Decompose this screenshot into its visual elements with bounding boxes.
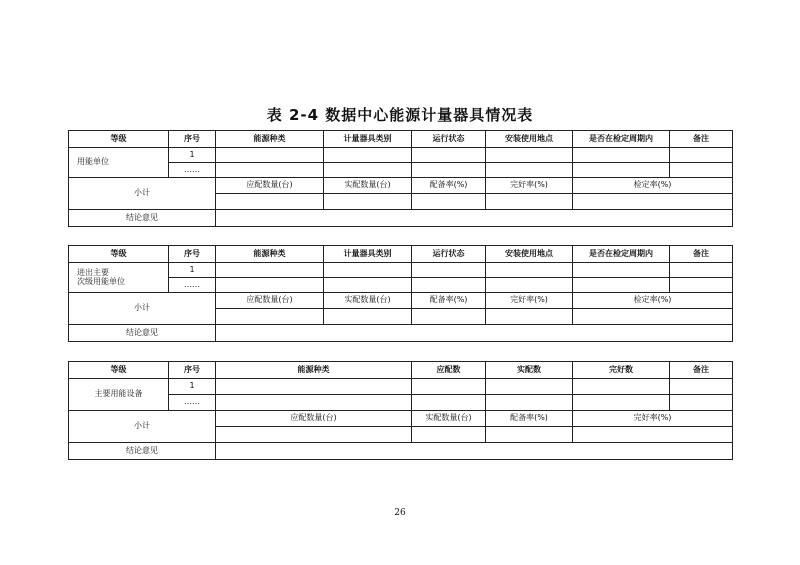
level-category (69, 263, 169, 293)
header-status: 运行状态 (412, 131, 486, 148)
data-cell[interactable] (216, 194, 324, 210)
data-cell[interactable] (486, 263, 573, 278)
header-meter-category: 计量器具类别 (324, 246, 412, 263)
level-category-line2: 次级用能单位 (77, 276, 125, 286)
energy-meter-table-secondary (68, 245, 733, 342)
subtotal-label: 小计 (69, 411, 216, 443)
seq-cell: …… (169, 163, 216, 178)
header-energy-type: 能源种类 (216, 131, 324, 148)
header-in-verification: 是否在检定周期内 (573, 131, 670, 148)
sub-header-good-rate: 完好率(%) (573, 411, 733, 427)
subtotal-label: 小计 (69, 178, 216, 210)
data-cell[interactable] (670, 163, 733, 178)
data-cell[interactable] (412, 148, 486, 163)
header-location: 安装使用地点 (486, 246, 573, 263)
data-cell[interactable] (412, 278, 486, 293)
conclusion-field[interactable] (216, 443, 733, 460)
header-energy-type: 能源种类 (216, 246, 324, 263)
data-cell[interactable] (670, 395, 733, 411)
sub-header-good-rate: 完好率(%) (486, 178, 573, 194)
conclusion-field[interactable] (216, 210, 733, 227)
data-cell[interactable] (573, 309, 733, 325)
conclusion-field[interactable] (216, 325, 733, 342)
data-cell[interactable] (573, 163, 670, 178)
data-cell[interactable] (573, 379, 670, 395)
level-category: 用能单位 (69, 148, 169, 178)
sub-header-verify-rate: 检定率(%) (573, 178, 733, 194)
sub-header-equip-rate: 配备率(%) (412, 178, 486, 194)
data-cell[interactable] (486, 395, 573, 411)
sub-header-equip-rate: 配备率(%) (412, 293, 486, 309)
header-remarks: 备注 (670, 246, 733, 263)
data-cell[interactable] (670, 379, 733, 395)
data-cell[interactable] (573, 194, 733, 210)
conclusion-label: 结论意见 (69, 325, 216, 342)
data-cell[interactable] (486, 194, 573, 210)
header-in-verification: 是否在检定周期内 (573, 246, 670, 263)
data-cell[interactable] (486, 309, 573, 325)
sub-header-equip-rate: 配备率(%) (486, 411, 573, 427)
data-cell[interactable] (216, 148, 324, 163)
data-cell[interactable] (573, 427, 733, 443)
data-cell[interactable] (324, 278, 412, 293)
data-cell[interactable] (216, 163, 324, 178)
header-location: 安装使用地点 (486, 131, 573, 148)
seq-cell: 1 (169, 263, 216, 278)
data-cell[interactable] (412, 163, 486, 178)
sub-header-actual: 实配数量(台) (324, 178, 412, 194)
data-cell[interactable] (412, 309, 486, 325)
data-cell[interactable] (216, 278, 324, 293)
header-status: 运行状态 (412, 246, 486, 263)
data-cell[interactable] (216, 395, 412, 411)
data-cell[interactable] (216, 309, 324, 325)
page-number: 26 (394, 508, 406, 518)
data-cell[interactable] (216, 427, 412, 443)
data-cell[interactable] (486, 163, 573, 178)
energy-meter-table-unit (68, 130, 733, 227)
sub-header-required: 应配数量(台) (216, 293, 324, 309)
sub-header-good-rate: 完好率(%) (486, 293, 573, 309)
header-level: 等级 (69, 246, 169, 263)
header-remarks: 备注 (670, 131, 733, 148)
seq-cell: 1 (169, 148, 216, 163)
data-cell[interactable] (216, 263, 324, 278)
conclusion-label: 结论意见 (69, 443, 216, 460)
data-cell[interactable] (324, 309, 412, 325)
data-cell[interactable] (486, 379, 573, 395)
header-seq: 序号 (169, 362, 216, 379)
data-cell[interactable] (324, 163, 412, 178)
data-cell[interactable] (670, 263, 733, 278)
data-cell[interactable] (412, 395, 486, 411)
sub-header-verify-rate: 检定率(%) (573, 293, 733, 309)
data-cell[interactable] (412, 194, 486, 210)
header-remarks: 备注 (670, 362, 733, 379)
conclusion-label: 结论意见 (69, 210, 216, 227)
data-cell[interactable] (573, 395, 670, 411)
seq-cell: …… (169, 278, 216, 293)
data-cell[interactable] (573, 263, 670, 278)
header-level: 等级 (69, 362, 169, 379)
data-cell[interactable] (573, 148, 670, 163)
data-cell[interactable] (670, 278, 733, 293)
header-required-count: 应配数 (412, 362, 486, 379)
sub-header-required: 应配数量(台) (216, 178, 324, 194)
data-cell[interactable] (324, 263, 412, 278)
data-cell[interactable] (670, 148, 733, 163)
seq-cell: …… (169, 395, 216, 411)
subtotal-label: 小计 (69, 293, 216, 325)
page-title: 表 2-4 数据中心能源计量器具情况表 (266, 106, 534, 124)
sub-header-required: 应配数量(台) (216, 411, 412, 427)
data-cell[interactable] (216, 379, 412, 395)
header-energy-type: 能源种类 (216, 362, 412, 379)
sub-header-actual: 实配数量(台) (324, 293, 412, 309)
data-cell[interactable] (412, 427, 486, 443)
level-category-line1: 进出主要 (77, 267, 109, 277)
energy-meter-table-equipment (68, 361, 733, 460)
header-seq: 序号 (169, 131, 216, 148)
header-level: 等级 (69, 131, 169, 148)
header-seq: 序号 (169, 246, 216, 263)
data-cell[interactable] (412, 263, 486, 278)
data-cell[interactable] (412, 379, 486, 395)
data-cell[interactable] (486, 278, 573, 293)
data-cell[interactable] (573, 278, 670, 293)
data-cell[interactable] (324, 148, 412, 163)
header-good-count: 完好数 (573, 362, 670, 379)
sub-header-actual: 实配数量(台) (412, 411, 486, 427)
header-actual-count: 实配数 (486, 362, 573, 379)
level-category: 主要用能设备 (69, 379, 169, 411)
header-meter-category: 计量器具类别 (324, 131, 412, 148)
seq-cell: 1 (169, 379, 216, 395)
data-cell[interactable] (486, 427, 573, 443)
data-cell[interactable] (486, 148, 573, 163)
data-cell[interactable] (324, 194, 412, 210)
